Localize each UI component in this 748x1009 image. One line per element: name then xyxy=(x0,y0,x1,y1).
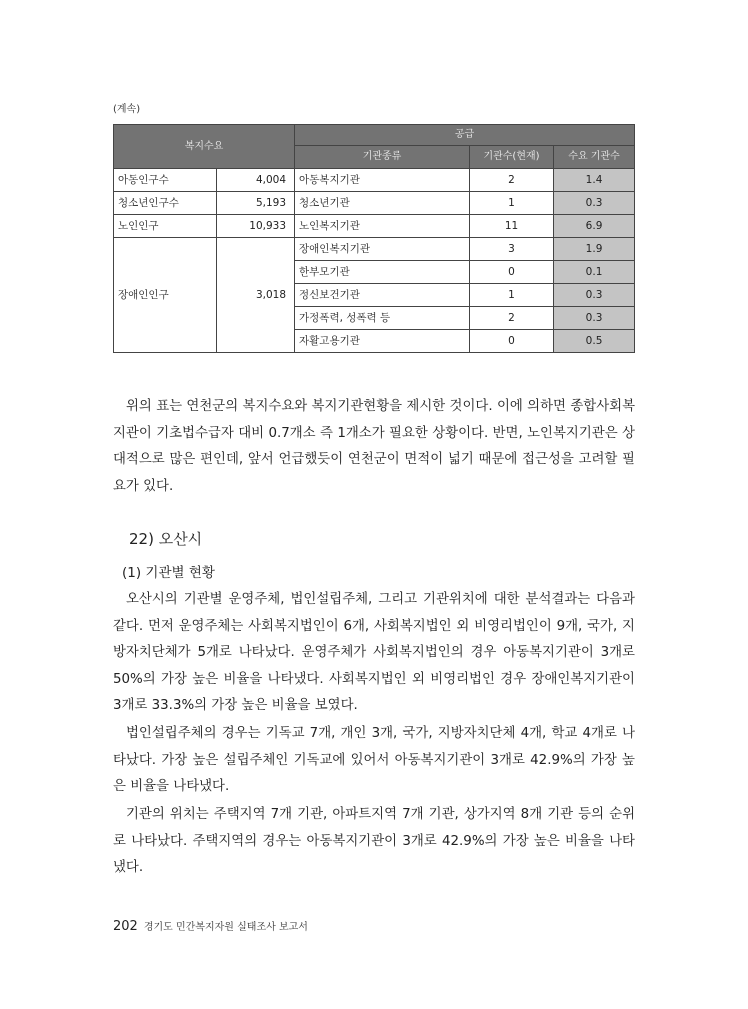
population-cell: 3,018 xyxy=(217,238,295,353)
group-cell: 장애인인구 xyxy=(114,238,217,353)
count-cell: 2 xyxy=(470,307,554,330)
count-cell: 2 xyxy=(470,169,554,192)
table-row xyxy=(114,192,635,215)
page-footer xyxy=(113,918,308,934)
needed-cell: 0.3 xyxy=(554,284,635,307)
header-type: 기관종류 xyxy=(295,146,470,169)
table-row xyxy=(114,169,635,192)
header-needed: 수요 기관수 xyxy=(554,146,635,169)
population-cell: 5,193 xyxy=(217,192,295,215)
paragraph-yeoncheon-summary: 위의 표는 연천군의 복지수요와 복지기관현황을 제시한 것이다. 이에 의하면 종합사회복지관이 기초법수급자 대비 0.7개소 즉 1개소가 필요한 상황이다. 반면, 노인복지기관은 상대적으로 많은 편인데, 앞서 언급했듯이 연천군이 면적이 넓기 때문에 접근성을 고려할 필요가 있다. xyxy=(113,399,635,494)
type-cell: 청소년기관 xyxy=(295,192,470,215)
type-cell: 노인복지기관 xyxy=(295,215,470,238)
type-cell: 자활고용기관 xyxy=(295,330,470,353)
paragraph-operating-bodies: 오산시의 기관별 운영주체, 법인설립주체, 그리고 기관위치에 대한 분석결과는 다음과 같다. 먼저 운영주체는 사회복지법인이 6개, 사회복지법인 외 비영리법인이 9개, 국가, 지방자치단체가 5개로 나타났다. 운영주체가 사회복지법인의 경우 아동복지기관이 3개로 50%의 가장 높은 비율을 나타냈다. 사회복지법인 외 비영리법인 경우 장애인복지기관이 3개로 33.3%의 가장 높은 비율을 보였다. xyxy=(113,592,635,713)
group-cell: 청소년인구수 xyxy=(114,192,217,215)
welfare-demand-table xyxy=(113,124,635,353)
needed-cell: 0.3 xyxy=(554,307,635,330)
group-cell: 아동인구수 xyxy=(114,169,217,192)
paragraph-location: 기관의 위치는 주택지역 7개 기관, 아파트지역 7개 기관, 상가지역 8개 기관 등의 순위로 나타났다. 주택지역의 경우는 아동복지기관이 3개로 42.9%의 가장 높은 비율을 나타냈다. xyxy=(113,807,635,875)
continued-label: (계속) xyxy=(113,104,141,115)
type-cell: 정신보건기관 xyxy=(295,284,470,307)
type-cell: 한부모기관 xyxy=(295,261,470,284)
count-cell: 3 xyxy=(470,238,554,261)
table-row xyxy=(114,238,635,261)
header-demand: 복지수요 xyxy=(114,125,295,169)
report-title: 경기도 민간복지자원 실태조사 보고서 xyxy=(143,922,308,933)
table-row xyxy=(114,215,635,238)
section-title: 22) 오산시 xyxy=(129,530,203,548)
needed-cell: 6.9 xyxy=(554,215,635,238)
group-cell: 노인인구 xyxy=(114,215,217,238)
needed-cell: 0.3 xyxy=(554,192,635,215)
type-cell: 장애인복지기관 xyxy=(295,238,470,261)
needed-cell: 1.4 xyxy=(554,169,635,192)
needed-cell: 1.9 xyxy=(554,238,635,261)
header-count: 기관수(현재) xyxy=(470,146,554,169)
header-supply: 공급 xyxy=(295,125,635,146)
population-cell: 10,933 xyxy=(217,215,295,238)
type-cell: 가정폭력, 성폭력 등 xyxy=(295,307,470,330)
count-cell: 11 xyxy=(470,215,554,238)
needed-cell: 0.1 xyxy=(554,261,635,284)
count-cell: 1 xyxy=(470,284,554,307)
count-cell: 1 xyxy=(470,192,554,215)
needed-cell: 0.5 xyxy=(554,330,635,353)
paragraph-founding-bodies: 법인설립주체의 경우는 기독교 7개, 개인 3개, 국가, 지방자치단체 4개, 학교 4개로 나타났다. 가장 높은 설립주체인 기독교에 있어서 아동복지기관이 3개로 42.9%의 가장 높은 비율을 나타냈다. xyxy=(113,726,635,794)
count-cell: 0 xyxy=(470,261,554,284)
population-cell: 4,004 xyxy=(217,169,295,192)
page-number: 202 xyxy=(113,919,138,934)
subsection-title: (1) 기관별 현황 xyxy=(122,565,215,581)
type-cell: 아동복지기관 xyxy=(295,169,470,192)
count-cell: 0 xyxy=(470,330,554,353)
